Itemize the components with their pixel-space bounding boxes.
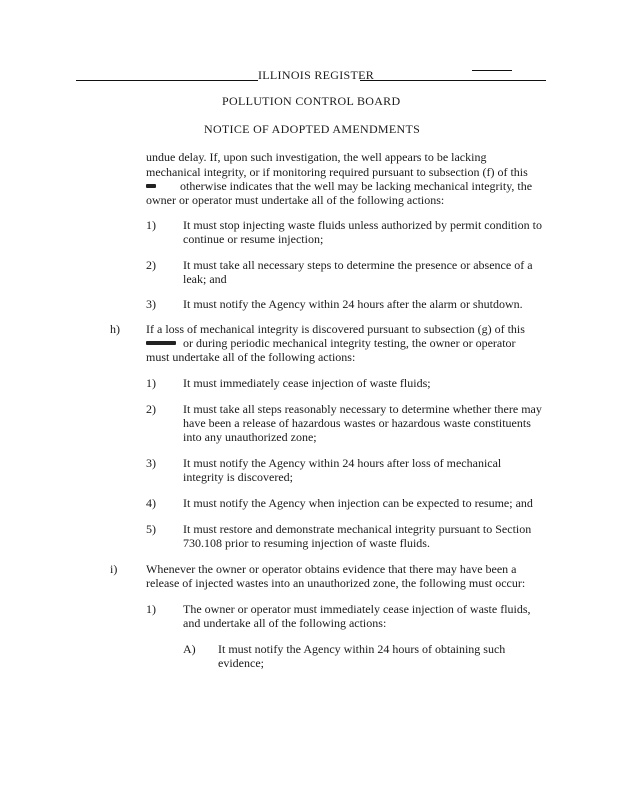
- g-item-3-line-1: It must notify the Agency within 24 hours after the alarm or shutdown.: [183, 297, 523, 311]
- i-item-1-line-1: The owner or operator must immediately cease injection of waste fluids,: [183, 602, 531, 616]
- section-h-line-3: must undertake all of the following actions:: [146, 350, 356, 364]
- h-item-3-line-1: It must notify the Agency within 24 hours after loss of mechanical: [183, 456, 502, 470]
- h-item-1-num: 1): [146, 376, 156, 390]
- intro-line-4: owner or operator must undertake all of the following actions:: [146, 193, 445, 207]
- g-item-1-line-1: It must stop injecting waste fluids unless authorized by permit condition to: [183, 218, 542, 232]
- section-h-line-1: If a loss of mechanical integrity is discovered pursuant to subsection (g) of this: [146, 322, 525, 336]
- h-item-5-line-1: It must restore and demonstrate mechanical integrity pursuant to Section: [183, 522, 532, 536]
- register-title: ILLINOIS REGISTER: [258, 68, 375, 82]
- h-item-2-line-2: have been a release of hazardous wastes or hazardous waste constituents: [183, 416, 531, 430]
- header-mark: [472, 70, 512, 71]
- i-sub-a-line-2: evidence;: [218, 656, 264, 670]
- i-sub-a-num: A): [183, 642, 196, 656]
- g-item-2-line-1: It must take all necessary steps to determine the presence or absence of a: [183, 258, 533, 272]
- section-h-line-2: or during periodic mechanical integrity testing, the owner or operator: [183, 336, 516, 350]
- h-item-4-num: 4): [146, 496, 156, 510]
- i-item-1-line-2: and undertake all of the following actions:: [183, 616, 387, 630]
- intro-line-3: otherwise indicates that the well may be lacking mechanical integrity, the: [180, 179, 533, 193]
- section-i-line-2: release of injected wastes into an unauthorized zone, the following must occur:: [146, 576, 526, 590]
- redaction-mark-h: [146, 341, 176, 345]
- i-sub-a-line-1: It must notify the Agency within 24 hours of obtaining such: [218, 642, 506, 656]
- section-i-label: i): [110, 562, 118, 576]
- g-item-1-num: 1): [146, 218, 156, 232]
- section-h-label: h): [110, 322, 120, 336]
- h-item-5-line-2: 730.108 prior to resuming injection of waste fluids.: [183, 536, 430, 550]
- section-i-line-1: Whenever the owner or operator obtains evidence that there may have been a: [146, 562, 517, 576]
- h-item-2-num: 2): [146, 402, 156, 416]
- notice-title: NOTICE OF ADOPTED AMENDMENTS: [204, 122, 421, 136]
- h-item-3-line-2: integrity is discovered;: [183, 470, 293, 484]
- g-item-3-num: 3): [146, 297, 156, 311]
- g-item-2-line-2: leak; and: [183, 272, 227, 286]
- redaction-mark: [146, 184, 156, 188]
- header-rule-right: [360, 80, 546, 81]
- h-item-1-line-1: It must immediately cease injection of waste fluids;: [183, 376, 431, 390]
- i-item-1-num: 1): [146, 602, 156, 616]
- h-item-3-num: 3): [146, 456, 156, 470]
- intro-line-2: mechanical integrity, or if monitoring required pursuant to subsection (f) of this: [146, 165, 528, 179]
- board-title: POLLUTION CONTROL BOARD: [222, 94, 401, 108]
- h-item-2-line-3: into any unauthorized zone;: [183, 430, 317, 444]
- intro-line-1: undue delay. If, upon such investigation, the well appears to be lacking: [146, 150, 487, 164]
- h-item-4-line-1: It must notify the Agency when injection can be expected to resume; and: [183, 496, 533, 510]
- header-rule-left: [76, 80, 258, 81]
- g-item-1-line-2: continue or resume injection;: [183, 232, 324, 246]
- g-item-2-num: 2): [146, 258, 156, 272]
- h-item-5-num: 5): [146, 522, 156, 536]
- h-item-2-line-1: It must take all steps reasonably necessary to determine whether there may: [183, 402, 542, 416]
